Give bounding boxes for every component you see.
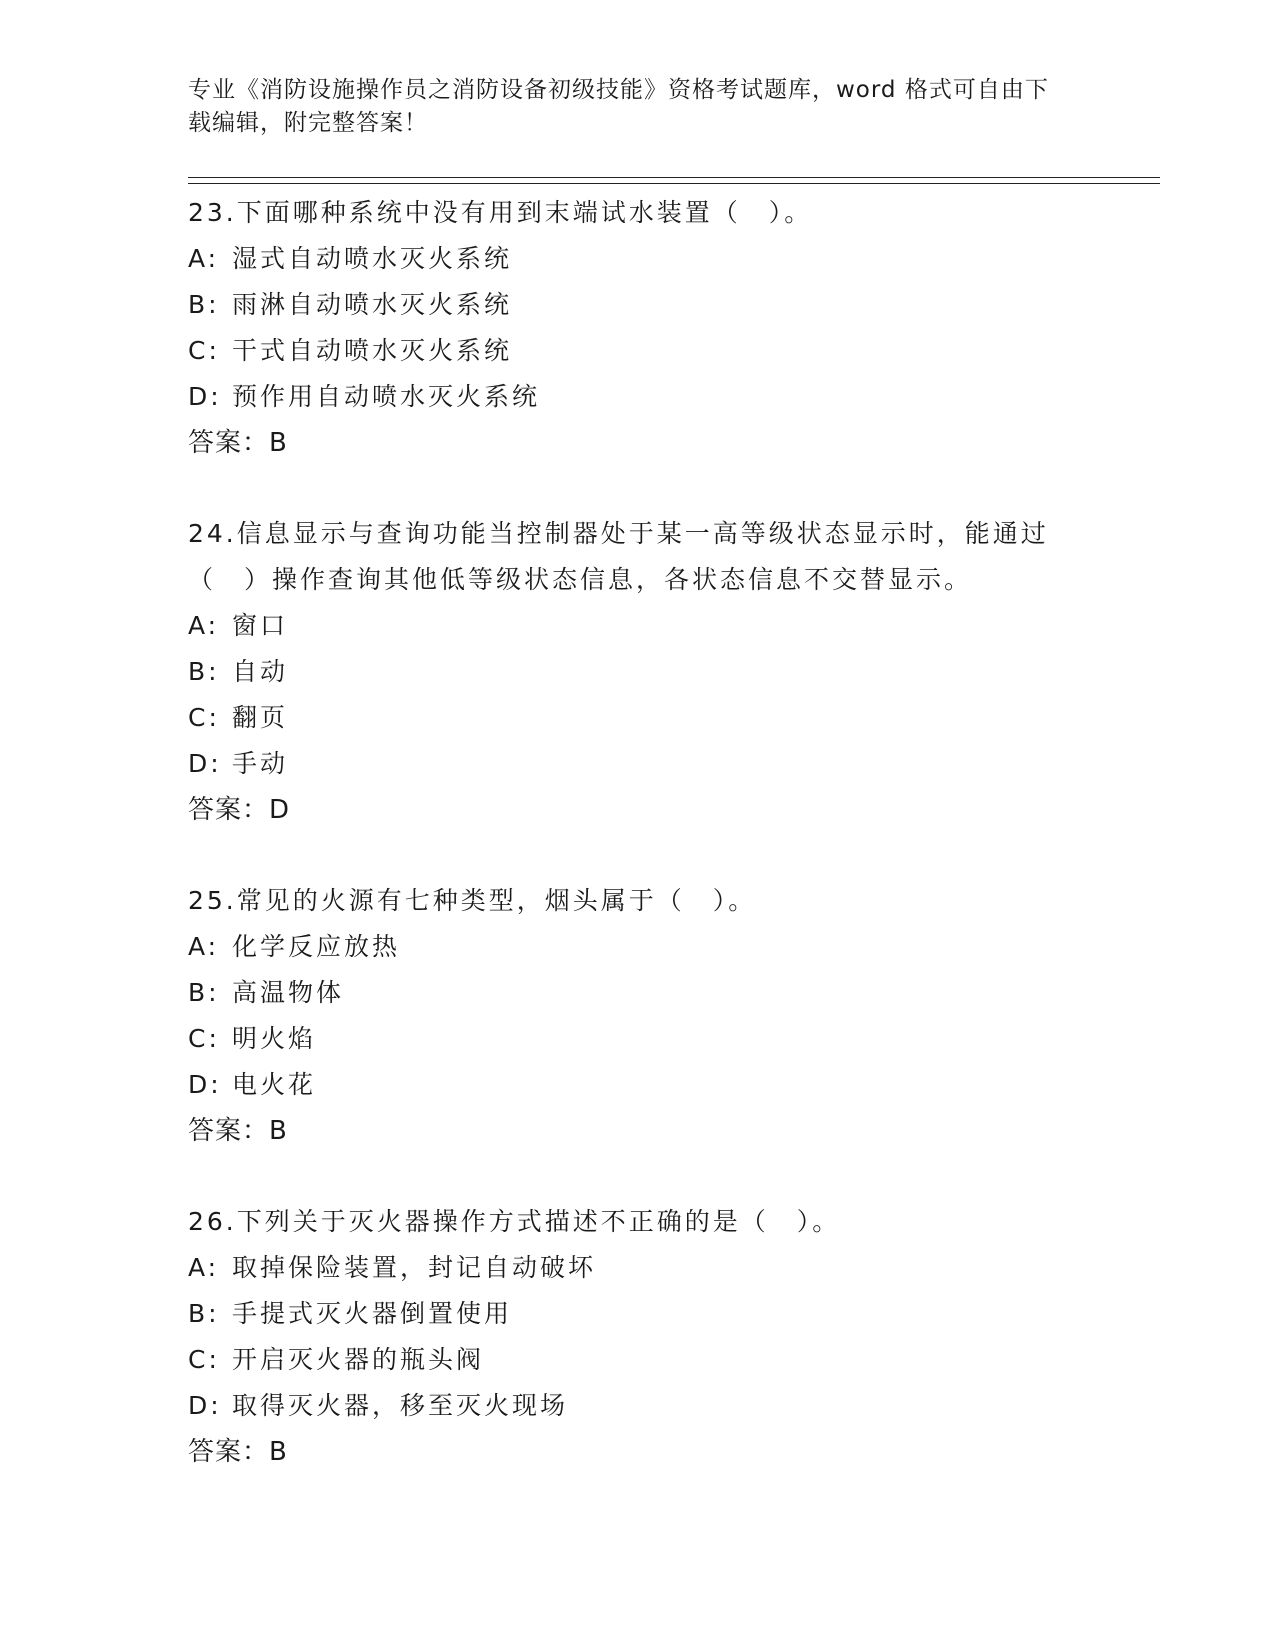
option-key: C:: [188, 1345, 220, 1374]
option-key: A:: [188, 611, 220, 640]
answer-line: 答案：B: [188, 1437, 288, 1467]
question-stem: 25.常见的火源有七种类型，烟头属于（ ）。: [188, 886, 757, 915]
question-25: [188, 878, 1088, 1154]
option-c: [188, 695, 1088, 741]
option-d: [188, 1383, 1088, 1429]
question-24: [188, 511, 1088, 833]
option-text: 明火焰: [232, 1024, 317, 1053]
header-divider-bottom: [188, 183, 1160, 184]
option-text: 高温物体: [232, 978, 345, 1007]
option-text: 预作用自动喷水灭火系统: [232, 382, 541, 411]
option-key: D:: [188, 382, 222, 411]
question-stem: 24.信息显示与查询功能当控制器处于某一高等级状态显示时，能通过（ ）操作查询其他低等级状态信息，各状态信息不交替显示。: [188, 519, 1049, 594]
header-divider-top: [188, 177, 1160, 178]
question-stem: 23.下面哪种系统中没有用到末端试水装置（ ）。: [188, 198, 813, 227]
option-text: 取得灭火器，移至灭火现场: [232, 1391, 569, 1420]
option-key: D:: [188, 749, 222, 778]
answer-line: 答案：B: [188, 428, 288, 458]
option-c: [188, 1337, 1088, 1383]
option-text: 干式自动喷水灭火系统: [232, 336, 513, 365]
option-text: 翻页: [232, 703, 289, 732]
option-text: 取掉保险装置，封记自动破坏: [232, 1253, 597, 1282]
option-text: 自动: [232, 657, 289, 686]
option-key: D:: [188, 1391, 222, 1420]
option-a: [188, 924, 1088, 970]
document-header: [188, 74, 1088, 140]
option-c: [188, 1016, 1088, 1062]
option-b: [188, 970, 1088, 1016]
option-key: D:: [188, 1070, 222, 1099]
header-line-1: 专业《消防设施操作员之消防设备初级技能》资格考试题库，word 格式可自由下: [188, 77, 1049, 103]
question-stem: 26.下列关于灭火器操作方式描述不正确的是（ ）。: [188, 1207, 841, 1236]
option-key: C:: [188, 703, 220, 732]
option-a: [188, 603, 1088, 649]
option-a: [188, 236, 1088, 282]
option-text: 窗口: [232, 611, 289, 640]
option-c: [188, 328, 1088, 374]
option-b: [188, 649, 1088, 695]
option-key: B:: [188, 290, 220, 319]
option-text: 化学反应放热: [232, 932, 401, 961]
option-text: 电火花: [232, 1070, 317, 1099]
option-key: B:: [188, 1299, 220, 1328]
option-text: 手提式灭火器倒置使用: [232, 1299, 513, 1328]
option-key: C:: [188, 1024, 220, 1053]
option-d: [188, 374, 1088, 420]
option-b: [188, 282, 1088, 328]
answer-line: 答案：B: [188, 1116, 288, 1146]
answer-line: 答案：D: [188, 795, 291, 825]
option-text: 湿式自动喷水灭火系统: [232, 244, 513, 273]
option-key: C:: [188, 336, 220, 365]
option-key: A:: [188, 244, 220, 273]
option-d: [188, 1062, 1088, 1108]
option-a: [188, 1245, 1088, 1291]
question-list: [188, 190, 1088, 1520]
option-key: B:: [188, 657, 220, 686]
option-key: B:: [188, 978, 220, 1007]
header-line-2: 载编辑，附完整答案！: [188, 110, 428, 136]
question-23: [188, 190, 1088, 466]
option-key: A:: [188, 932, 220, 961]
option-key: A:: [188, 1253, 220, 1282]
option-text: 雨淋自动喷水灭火系统: [232, 290, 513, 319]
option-b: [188, 1291, 1088, 1337]
question-26: [188, 1199, 1088, 1475]
option-text: 开启灭火器的瓶头阀: [232, 1345, 485, 1374]
option-d: [188, 741, 1088, 787]
option-text: 手动: [232, 749, 289, 778]
